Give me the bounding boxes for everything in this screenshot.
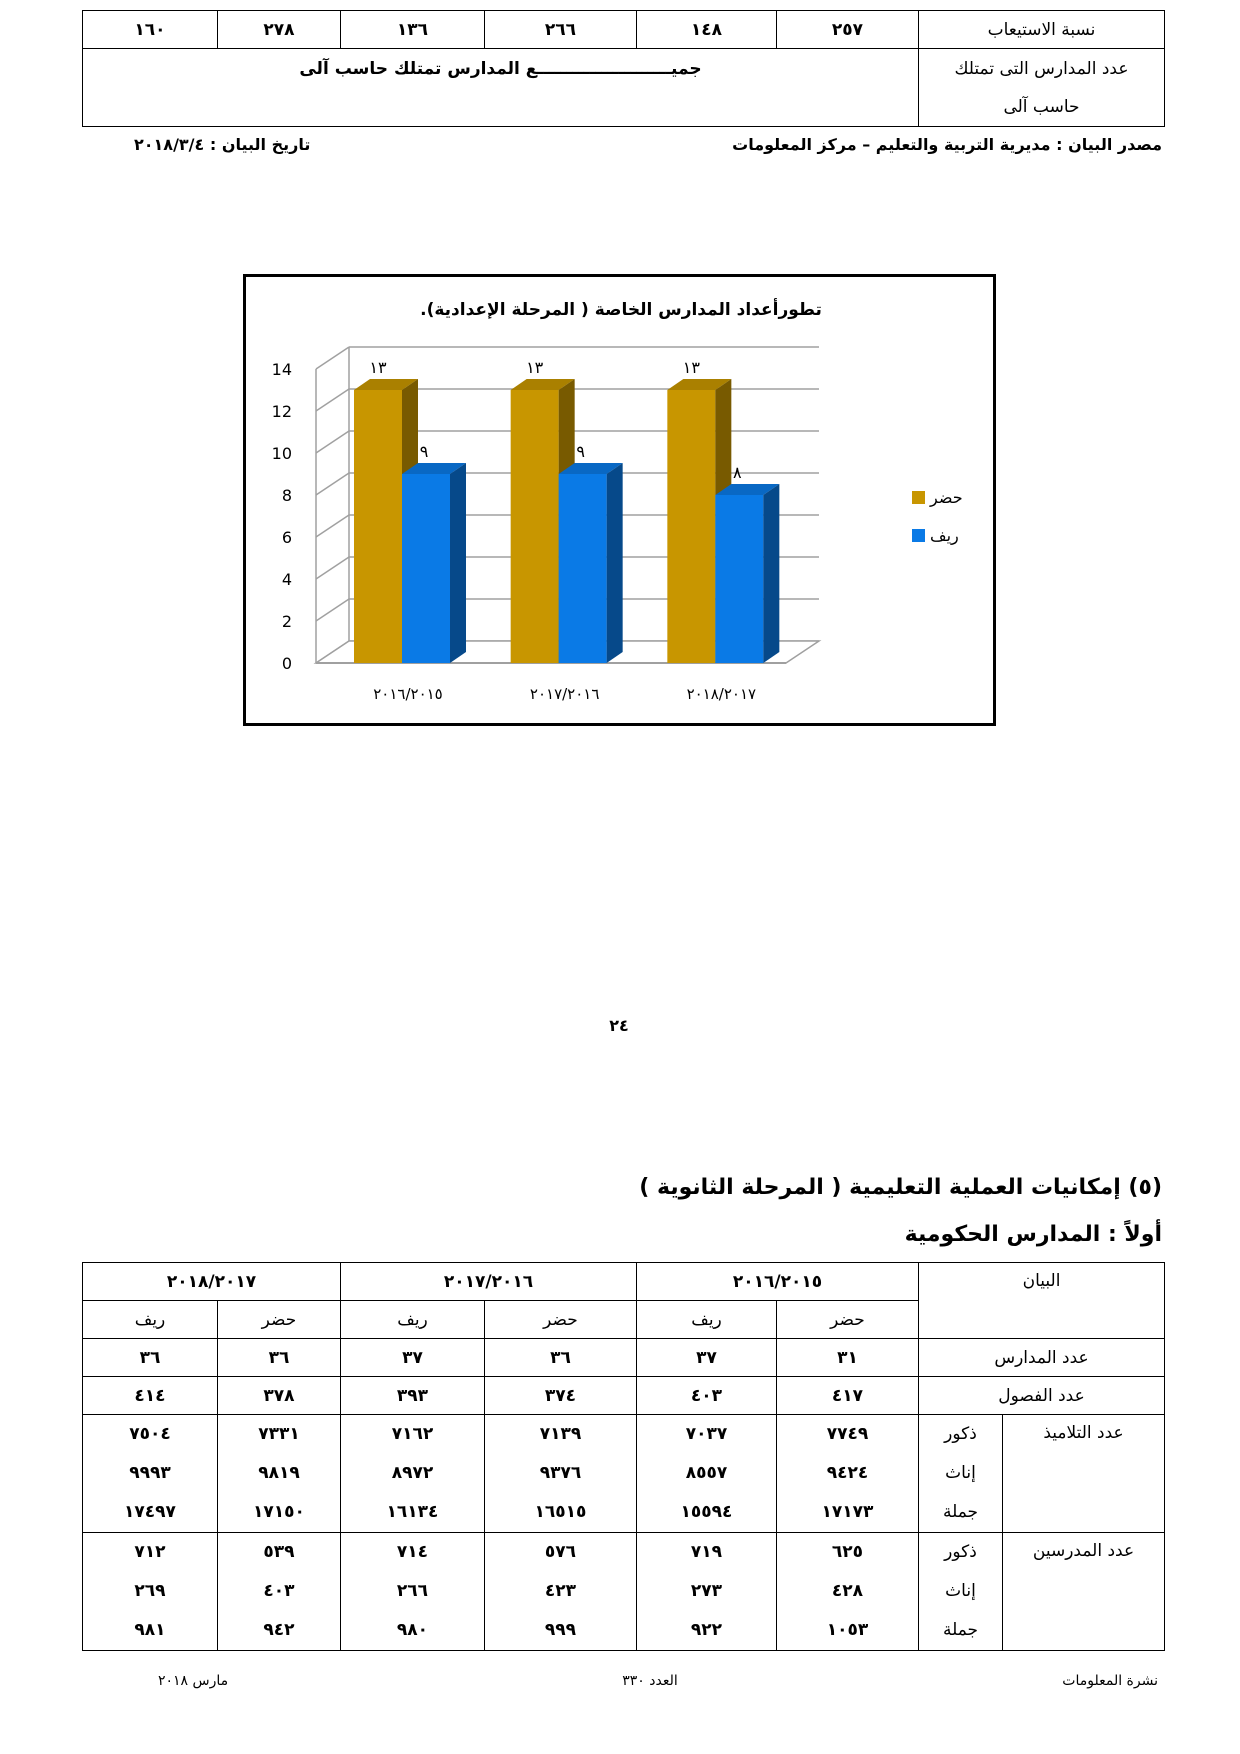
teachers-column [83, 1533, 218, 1651]
teachers-column [637, 1533, 777, 1651]
students-column [341, 1415, 485, 1533]
absorption-label: نسبة الاستيعاب [919, 11, 1165, 49]
teachers-female: ٢٦٩ [134, 1581, 166, 1601]
absorption-value-6: ١٦٠ [83, 11, 218, 49]
students-column [83, 1415, 218, 1533]
classes-label: عدد الفصول [919, 1377, 1165, 1415]
chart-frame [243, 274, 996, 726]
students-female: ٨٩٧٢ [391, 1463, 434, 1483]
y-tick-label: 8 [281, 486, 292, 505]
bar-1-2 [715, 495, 763, 663]
students-total: ١٥٥٩٤ [680, 1502, 733, 1522]
students-column [218, 1415, 341, 1533]
schools-label: عدد المدارس [919, 1339, 1165, 1377]
schools-value: ٣٧ [637, 1339, 777, 1377]
schools-value: ٣٦ [485, 1339, 637, 1377]
students-female: ٩٩٩٣ [129, 1463, 171, 1483]
students-male: ٧١٦٢ [391, 1424, 434, 1444]
students-total: ١٦٥١٥ [534, 1502, 587, 1522]
data-label: ١٣ [682, 358, 700, 377]
teachers-female: ٤٢٣ [544, 1581, 577, 1601]
absorption-value-3: ٢٦٦ [485, 11, 637, 49]
gridline-side [316, 515, 349, 537]
teachers-female: ٤٠٣ [263, 1581, 295, 1601]
teachers-column [485, 1533, 637, 1651]
teachers-column [777, 1533, 919, 1651]
sub-label-female: إناث [945, 1463, 976, 1483]
classes-value: ٤٠٣ [637, 1377, 777, 1415]
gridline-side [316, 599, 349, 621]
x-tick-label: ٢٠١٦/٢٠١٥ [373, 685, 443, 703]
teachers-sub-labels [919, 1533, 1003, 1651]
gridline-side [316, 431, 349, 453]
students-female: ٩٨١٩ [258, 1463, 300, 1483]
section-subheading: أولاً : المدارس الحكومية [904, 1222, 1162, 1247]
bar-1-1 [559, 474, 607, 663]
absorption-value-4: ١٣٦ [341, 11, 485, 49]
teachers-total: ٩٤٢ [263, 1620, 295, 1640]
teachers-male: ٧١٤ [396, 1542, 429, 1562]
computer-availability-label-line2: حاسب آلى [1003, 96, 1080, 117]
classes-value: ٣٧٨ [218, 1377, 341, 1415]
students-female: ٩٤٢٤ [826, 1463, 869, 1483]
schools-value: ٣٦ [218, 1339, 341, 1377]
students-group [83, 1415, 1165, 1533]
footer-left: مارس ٢٠١٨ [158, 1673, 229, 1689]
data-label: ٨ [733, 463, 742, 482]
gridline-side [316, 389, 349, 411]
data-date: تاريخ البيان : ٢٠١٨/٣/٤ [134, 135, 311, 154]
students-column [637, 1415, 777, 1533]
schools-value: ٣٦ [83, 1339, 218, 1377]
data-label: ١٣ [369, 358, 387, 377]
page-number: ٢٤ [609, 1016, 629, 1035]
teachers-male: ٥٧٦ [544, 1542, 577, 1562]
data-label: ٩ [576, 442, 585, 461]
classes-value: ٤١٤ [83, 1377, 218, 1415]
students-total: ١٧١٧٣ [821, 1502, 874, 1522]
students-sub-labels [919, 1415, 1003, 1533]
schools-value: ٣١ [777, 1339, 919, 1377]
gridline-side [316, 557, 349, 579]
students-label: عدد التلاميذ [1003, 1415, 1165, 1533]
teachers-total: ٩٨٠ [396, 1620, 429, 1640]
computer-availability-label-line1: عدد المدارس التى تمتلك [954, 58, 1129, 79]
bar-0-1 [511, 390, 559, 663]
footer-center: العدد ٣٣٠ [622, 1673, 678, 1689]
teachers-group [83, 1533, 1165, 1651]
data-label: ٩ [419, 442, 429, 461]
y-tick-label: 10 [271, 444, 292, 463]
y-tick-label: 14 [271, 360, 292, 379]
classes-value: ٣٩٣ [341, 1377, 485, 1415]
bar-1-0 [402, 474, 450, 663]
data-source: مصدر البيان : مديرية التربية والتعليم – مركز المعلومات [732, 135, 1162, 154]
teachers-total: ٩٨١ [134, 1620, 166, 1640]
y-tick-label: 0 [281, 654, 292, 673]
students-column [485, 1415, 637, 1533]
y-tick-label: 4 [281, 570, 292, 589]
bar-0-0 [354, 390, 402, 663]
absorption-value-1: ٢٥٧ [777, 11, 919, 49]
teachers-total: ١٠٥٣ [826, 1620, 869, 1640]
data-label: ١٣ [526, 358, 544, 377]
y-tick-label: 2 [281, 612, 292, 631]
teachers-total: ٩٩٩ [544, 1620, 577, 1640]
students-male: ٧٥٠٤ [129, 1424, 171, 1444]
subheader-rural-3: ريف [83, 1301, 218, 1339]
teachers-label: عدد المدرسين [1003, 1533, 1165, 1651]
gridline-side [316, 347, 349, 369]
teachers-female: ٤٢٨ [831, 1581, 864, 1601]
legend-swatch [912, 529, 925, 542]
legend-swatch [912, 491, 925, 504]
x-tick-label: ٢٠١٧/٢٠١٦ [529, 685, 600, 703]
students-column [777, 1415, 919, 1533]
top-table [82, 10, 1165, 127]
teachers-male: ٦٢٥ [831, 1542, 864, 1562]
sub-label-male: ذكور [944, 1542, 977, 1562]
teachers-male: ٥٣٩ [263, 1542, 295, 1562]
students-total: ١٦١٣٤ [386, 1502, 439, 1522]
year-header-2: ٢٠١٧/٢٠١٦ [341, 1263, 637, 1301]
year-header-3: ٢٠١٨/٢٠١٧ [83, 1263, 341, 1301]
chart-title: تطورأعداد المدارس الخاصة ( المرحلة الإعدادية). [420, 300, 822, 320]
bar-chart [246, 277, 993, 723]
sub-label-total: جملة [942, 1502, 979, 1522]
teachers-column [218, 1533, 341, 1651]
absorption-value-2: ١٤٨ [637, 11, 777, 49]
teachers-male: ٧١٩ [690, 1542, 723, 1562]
teachers-male: ٧١٢ [134, 1542, 166, 1562]
x-tick-label: ٢٠١٨/٢٠١٧ [686, 685, 757, 703]
main-table [82, 1262, 1165, 1651]
students-male: ٧٣٣١ [258, 1424, 300, 1444]
y-tick-label: 12 [271, 402, 292, 421]
teachers-female: ٢٧٣ [690, 1581, 723, 1601]
subheader-urban-1: حضر [777, 1301, 919, 1339]
subheader-rural-1: ريف [637, 1301, 777, 1339]
subheader-urban-2: حضر [485, 1301, 637, 1339]
students-male: ٧٧٤٩ [826, 1424, 869, 1444]
subheader-rural-2: ريف [341, 1301, 485, 1339]
absorption-value-5: ٢٧٨ [218, 11, 341, 49]
teachers-total: ٩٢٢ [690, 1620, 723, 1640]
schools-value: ٣٧ [341, 1339, 485, 1377]
students-female: ٨٥٥٧ [685, 1463, 728, 1483]
table-row [83, 1339, 1165, 1377]
y-tick-label: 6 [281, 528, 292, 547]
footer-right: نشرة المعلومات [1062, 1673, 1158, 1689]
bar-side [763, 484, 779, 663]
teachers-column [341, 1533, 485, 1651]
section-heading: (٥) إمكانيات العملية التعليمية ( المرحلة الثانوية ) [639, 1175, 1162, 1200]
students-male: ٧٠٣٧ [685, 1424, 728, 1444]
sub-label-total: جملة [942, 1620, 979, 1640]
students-female: ٩٣٧٦ [539, 1463, 582, 1483]
computer-availability-label [919, 49, 1165, 127]
students-total: ١٧١٥٠ [253, 1502, 305, 1522]
table-row [83, 1377, 1165, 1415]
classes-value: ٤١٧ [777, 1377, 919, 1415]
legend-label: حضر [930, 488, 963, 507]
computer-availability-value: جميـــــــــــــــــــــــع المدارس تمتلك حاسب آلى [83, 49, 919, 127]
teachers-female: ٢٦٦ [396, 1581, 429, 1601]
corner-label: البيان [919, 1263, 1165, 1339]
legend-label: ريف [930, 526, 959, 545]
bar-side [450, 463, 466, 663]
students-total: ١٧٤٩٧ [124, 1502, 176, 1522]
bar-0-2 [667, 390, 715, 663]
year-header-1: ٢٠١٦/٢٠١٥ [637, 1263, 919, 1301]
sub-label-female: إناث [945, 1581, 976, 1601]
subheader-urban-3: حضر [218, 1301, 341, 1339]
bar-side [607, 463, 623, 663]
classes-value: ٣٧٤ [485, 1377, 637, 1415]
students-male: ٧١٣٩ [539, 1424, 582, 1444]
gridline-side [316, 473, 349, 495]
sub-label-male: ذكور [944, 1424, 977, 1444]
